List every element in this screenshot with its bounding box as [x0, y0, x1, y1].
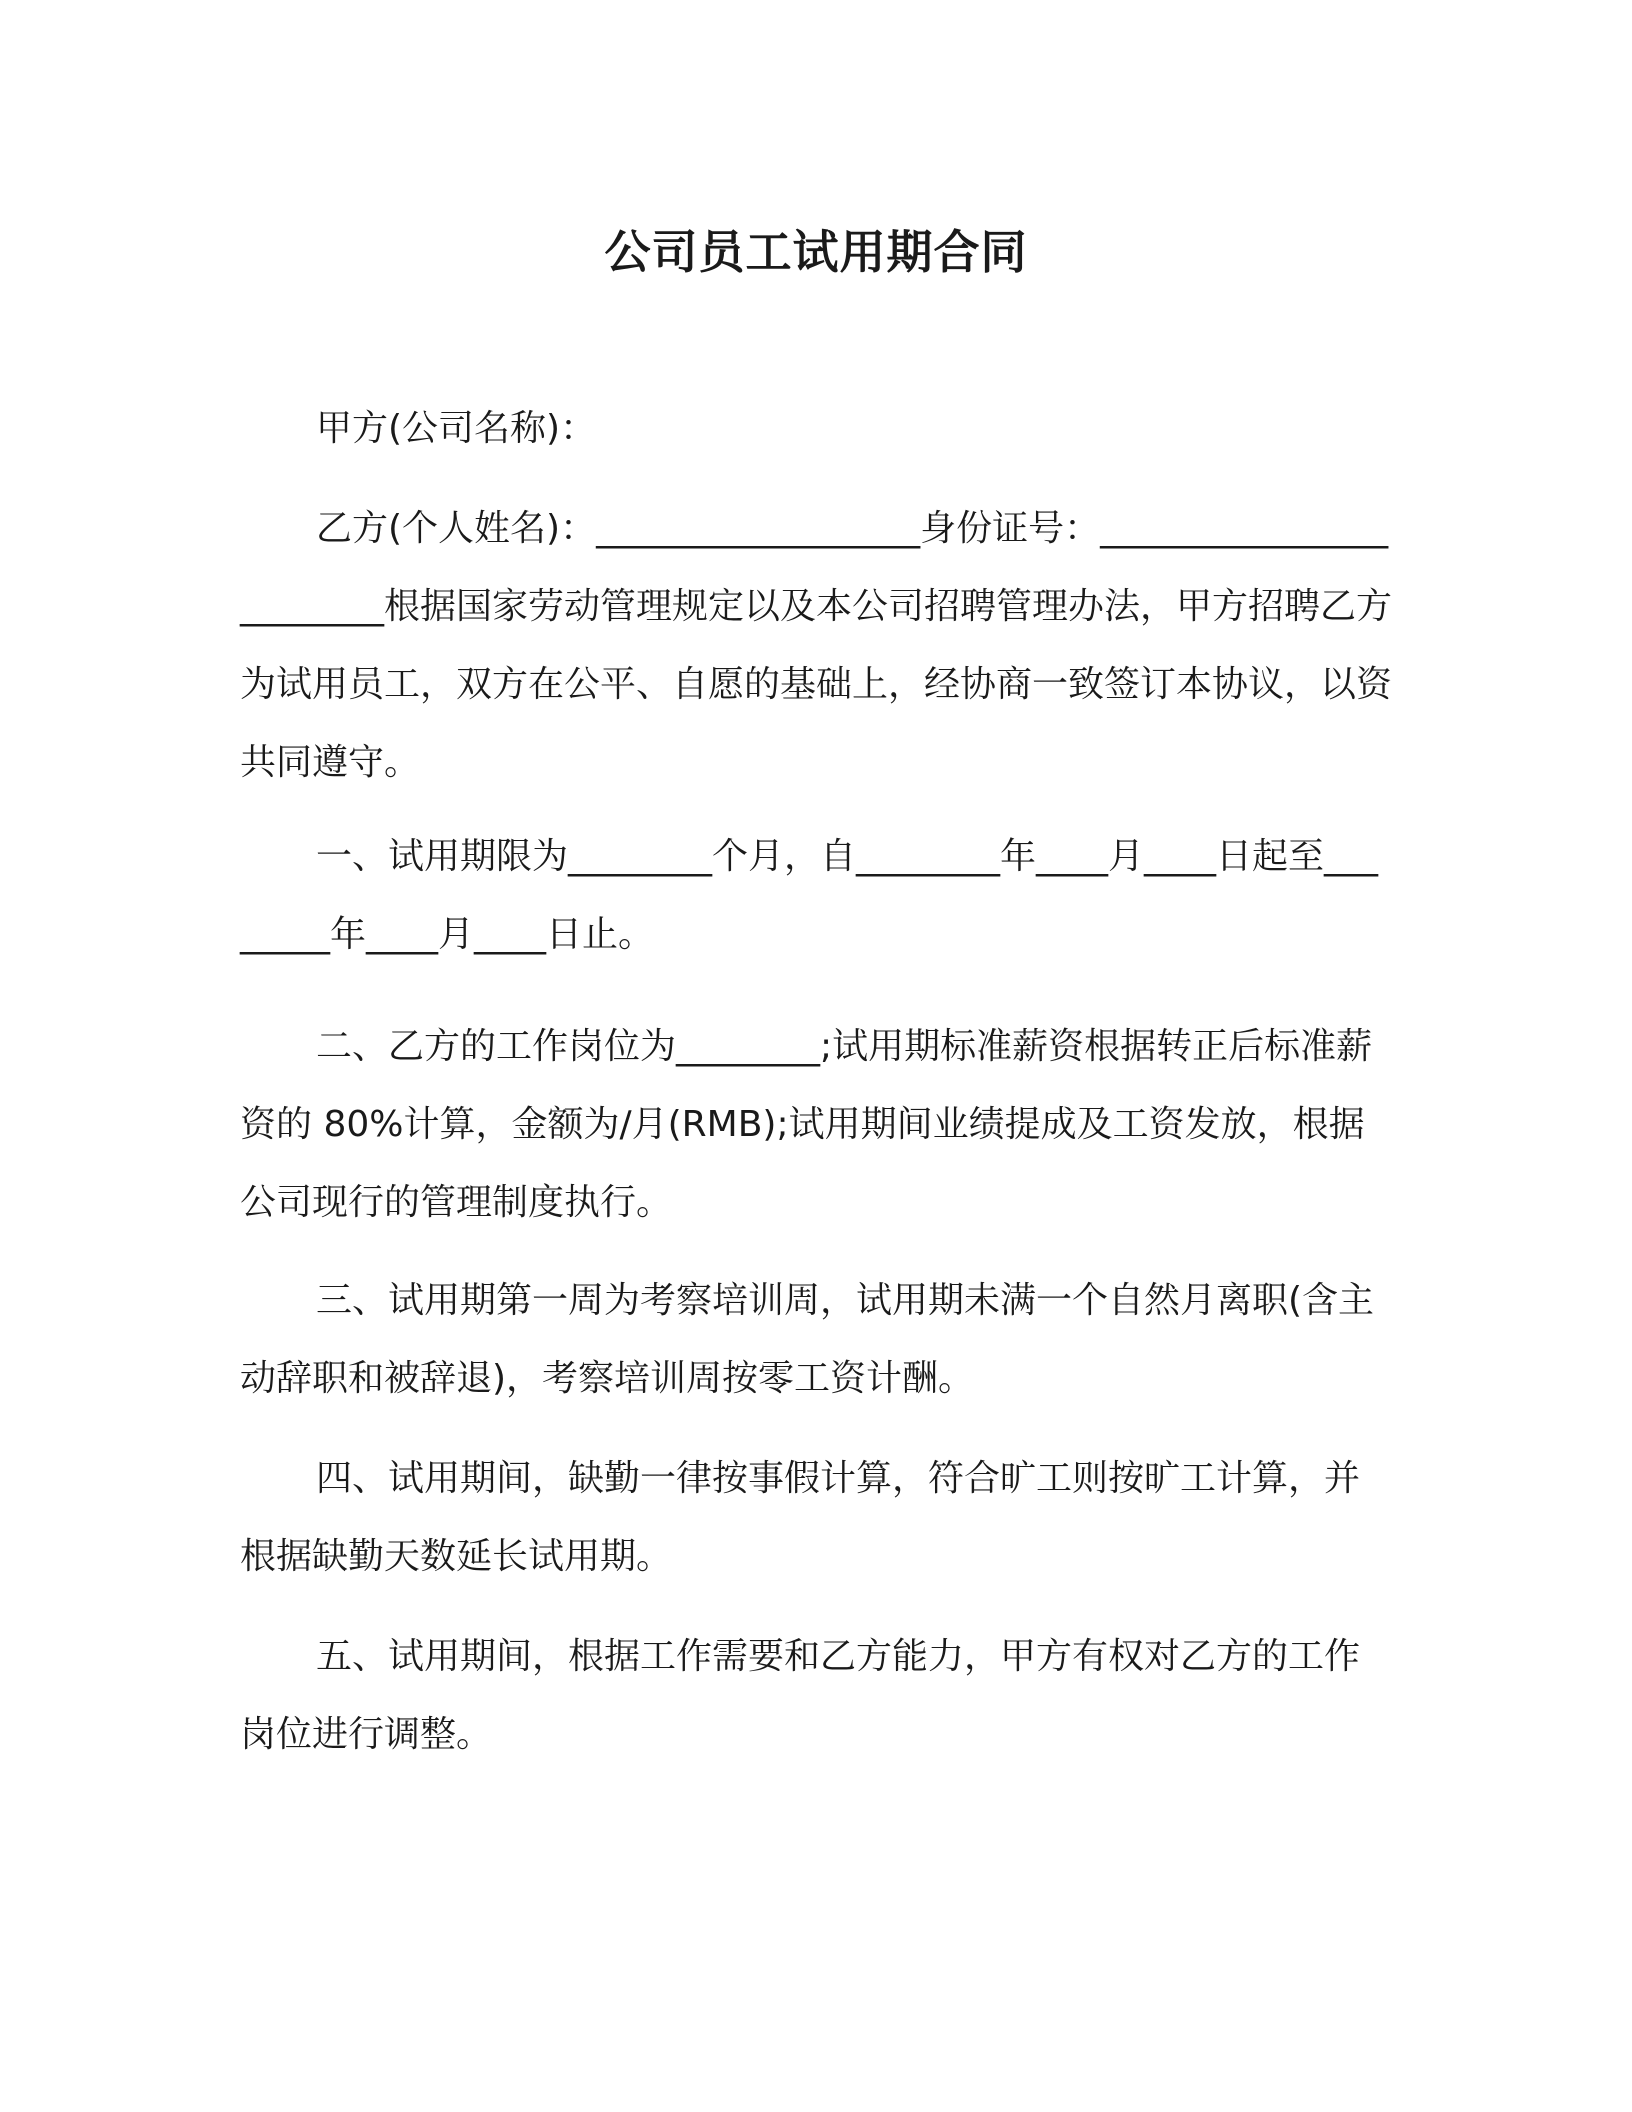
paragraph-clause-1: 一、试用期限为________个月，自________年____月____日起至________年____月____日止。 [240, 836, 1379, 955]
paragraph-party-a: 甲方(公司名称)： [316, 408, 597, 449]
paragraph-party-b: 乙方(个人姓名)：__________________身份证号：________________________根据国家劳动管理规定以及本公司招聘管理办法，甲方招聘乙方为试用员工，双方在公平、自愿的基础上，经协商一致签订本协议，以资共同遵守。 [240, 508, 1393, 783]
paragraph-clause-4: 四、试用期间，缺勤一律按事假计算，符合旷工则按旷工计算，并根据缺勤天数延长试用期。 [240, 1458, 1361, 1577]
paragraph-clause-3: 三、试用期第一周为考察培训周，试用期未满一个自然月离职(含主动辞职和被辞退)，考察培训周按零工资计酬。 [240, 1280, 1375, 1399]
paragraph-clause-2: 二、乙方的工作岗位为________;试用期标准薪资根据转正后标准薪资的 80%计算，金额为/月(RMB);试用期间业绩提成及工资发放，根据公司现行的管理制度执行。 [240, 1026, 1373, 1223]
paragraph-clause-5: 五、试用期间，根据工作需要和乙方能力，甲方有权对乙方的工作岗位进行调整。 [240, 1636, 1361, 1755]
document-title: 公司员工试用期合同 [604, 225, 1028, 279]
